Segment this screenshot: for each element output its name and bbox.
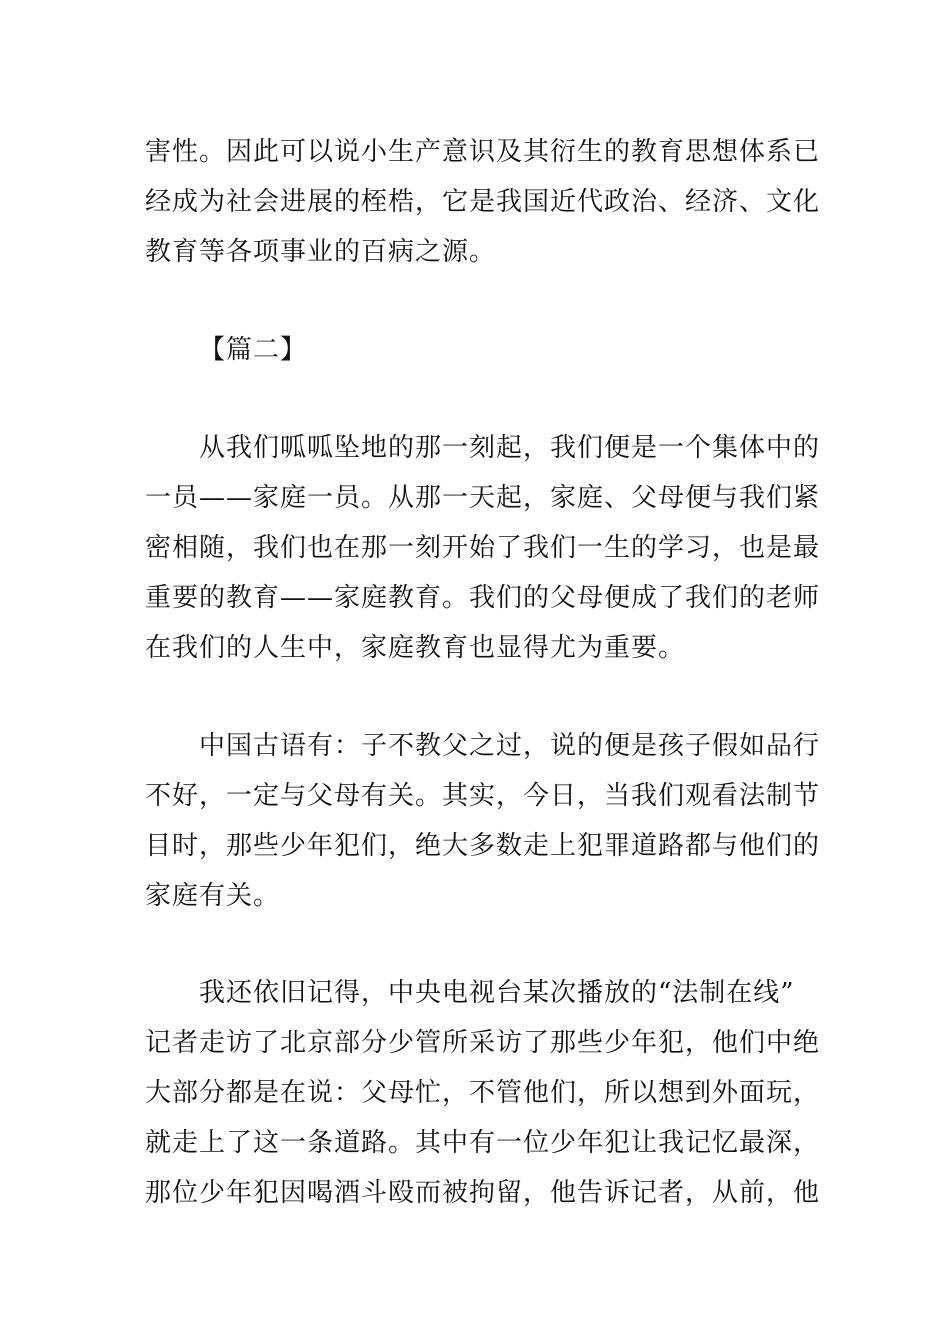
section-title: 【篇二】 — [199, 335, 308, 365]
text-line: 密相随，我们也在那一刻开始了我们一生的学习，也是最 — [145, 533, 821, 563]
text-line: 从我们呱呱坠地的那一刻起，我们便是一个集体中的 — [199, 433, 821, 463]
paragraph — [145, 721, 821, 921]
section-heading — [145, 325, 810, 375]
paragraph — [145, 968, 821, 1218]
text-line: 家庭有关。 — [145, 881, 281, 911]
text-line: 教育等各项事业的百病之源。 — [145, 237, 497, 267]
text-line: 大部分都是在说：父母忙，不管他们，所以想到外面玩， — [145, 1078, 821, 1108]
text-line: 害性。因此可以说小生产意识及其衍生的教育思想体系已 — [145, 137, 821, 167]
text-line: 就走上了这一条道路。其中有一位少年犯让我记忆最深， — [145, 1128, 821, 1158]
text-line: 中国古语有：子不教父之过，说的便是孩子假如品行 — [199, 731, 821, 761]
text-line: 记者走访了北京部分少管所采访了那些少年犯，他们中绝 — [145, 1028, 821, 1058]
text-line: 经成为社会进展的桎梏，它是我国近代政治、经济、文化 — [145, 187, 821, 217]
text-line: 一员——家庭一员。从那一天起，家庭、父母便与我们紧 — [145, 483, 821, 513]
text-line: 不好，一定与父母有关。其实，今日，当我们观看法制节 — [145, 781, 821, 811]
text-line: 那位少年犯因喝酒斗殴而被拘留，他告诉记者，从前，他 — [145, 1178, 821, 1208]
text-line: 重要的教育——家庭教育。我们的父母便成了我们的老师 — [145, 583, 821, 613]
paragraph-continued — [145, 127, 821, 277]
text-line: 目时，那些少年犯们，绝大多数走上犯罪道路都与他们的 — [145, 831, 821, 861]
text-line: 在我们的人生中，家庭教育也显得尤为重要。 — [145, 633, 686, 663]
text-line: 我还依旧记得，中央电视台某次播放的“法制在线” — [199, 978, 795, 1008]
paragraph — [145, 423, 821, 673]
